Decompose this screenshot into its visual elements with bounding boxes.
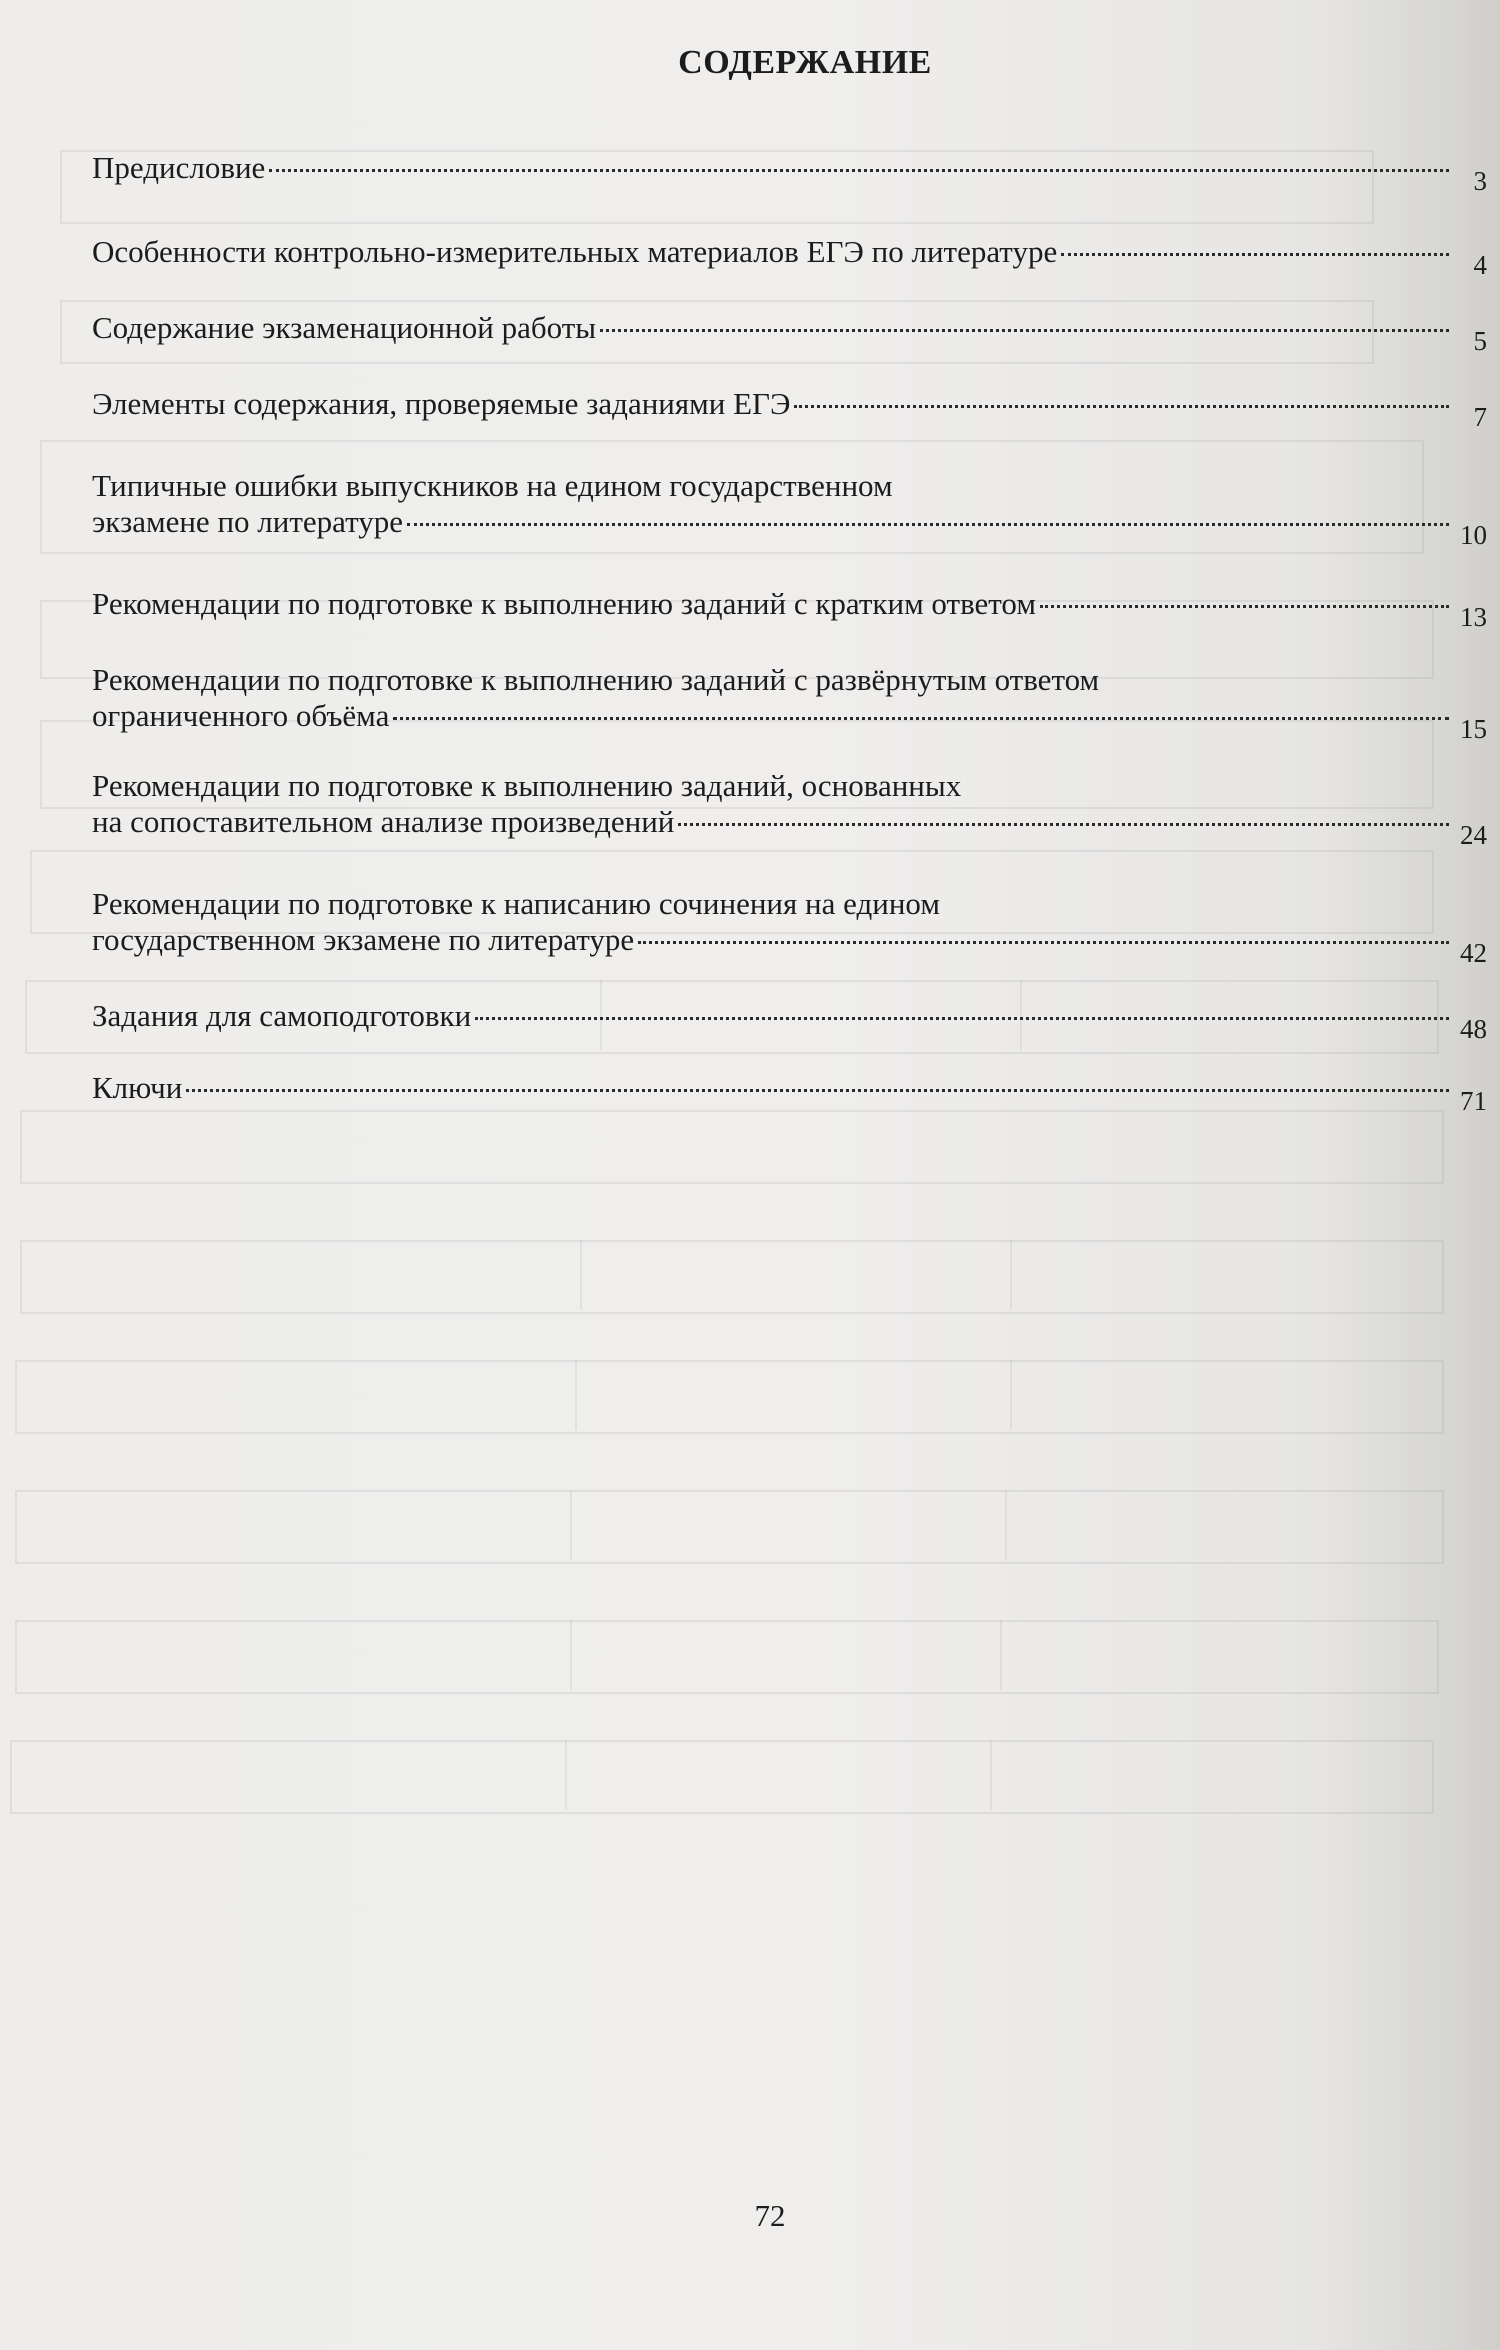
toc-entry xyxy=(92,234,1487,280)
toc-page-number: 3 xyxy=(1473,166,1487,196)
bleed-through-divider xyxy=(580,1240,582,1310)
toc-entry-title-line: ограниченного объёма xyxy=(92,698,390,733)
bleed-through-divider xyxy=(1010,1360,1012,1430)
toc-entry xyxy=(92,386,1487,432)
toc-entry-title-line: Рекомендации по подготовке к написанию сочинения на едином xyxy=(92,886,940,921)
bleed-through-table xyxy=(15,1490,1444,1564)
toc-title: СОДЕРЖАНИЕ xyxy=(678,44,932,81)
toc-entry xyxy=(92,662,1487,744)
bleed-through-divider xyxy=(575,1360,577,1430)
dot-leader xyxy=(678,823,1449,826)
toc-entry xyxy=(92,150,1487,196)
toc-entry-title: Ключи xyxy=(92,1070,183,1105)
dot-leader xyxy=(638,941,1449,944)
bleed-through-divider xyxy=(1005,1490,1007,1560)
bleed-through-divider xyxy=(565,1740,567,1810)
toc-entry-title-line: экзамене по литературе xyxy=(92,504,403,539)
toc-page-number: 10 xyxy=(1460,520,1487,550)
dot-leader xyxy=(600,329,1449,332)
dot-leader xyxy=(475,1017,1449,1020)
toc-entry xyxy=(92,1070,1487,1116)
toc-entry-title: Элементы содержания, проверяемые заданиями ЕГЭ xyxy=(92,386,791,421)
toc-entry xyxy=(92,886,1487,968)
toc-entry-title: Особенности контрольно-измерительных материалов ЕГЭ по литературе xyxy=(92,234,1058,269)
bleed-through-divider xyxy=(990,1740,992,1810)
dot-leader xyxy=(1040,605,1449,608)
bleed-through-table xyxy=(15,1360,1444,1434)
toc-entry-title: Предисловие xyxy=(92,150,266,185)
toc-entry-title-line: государственном экзамене по литературе xyxy=(92,922,635,957)
bleed-through-divider xyxy=(570,1620,572,1690)
bleed-through-table xyxy=(20,1240,1444,1314)
page-number: 72 xyxy=(754,2198,786,2233)
toc-entry xyxy=(92,310,1487,356)
dot-leader xyxy=(393,717,1449,720)
toc-page-number: 7 xyxy=(1473,402,1487,432)
toc-page-number: 48 xyxy=(1460,1014,1487,1044)
toc-entry xyxy=(92,586,1487,632)
toc-page-number: 24 xyxy=(1460,820,1487,850)
toc-entry-title-line: на сопоставительном анализе произведений xyxy=(92,804,675,839)
toc-entry-title-line: Типичные ошибки выпускников на едином государственном xyxy=(92,468,893,503)
toc-page-number: 4 xyxy=(1473,250,1487,280)
toc-entry-title-line: Рекомендации по подготовке к выполнению заданий, основанных xyxy=(92,768,962,803)
toc-page-number: 13 xyxy=(1460,602,1487,632)
dot-leader xyxy=(794,405,1449,408)
dot-leader xyxy=(407,523,1449,526)
toc-entry-title: Рекомендации по подготовке к выполнению заданий с кратким ответом xyxy=(92,586,1036,621)
toc-entry-title: Содержание экзаменационной работы xyxy=(92,310,597,345)
bleed-through-table xyxy=(20,1110,1444,1184)
toc-entry xyxy=(92,468,1487,550)
toc-page-number: 71 xyxy=(1460,1086,1487,1116)
toc-entry xyxy=(92,998,1487,1044)
dot-leader xyxy=(1061,253,1449,256)
toc-page-number: 42 xyxy=(1460,938,1487,968)
bleed-through-divider xyxy=(1010,1240,1012,1310)
toc-entry-title-line: Рекомендации по подготовке к выполнению заданий с развёрнутым ответом xyxy=(92,662,1100,697)
bleed-through-table xyxy=(10,1740,1434,1814)
toc-page-number: 15 xyxy=(1460,714,1487,744)
bleed-through-table xyxy=(15,1620,1439,1694)
bleed-through-divider xyxy=(570,1490,572,1560)
toc-entry-title: Задания для самоподготовки xyxy=(92,998,472,1033)
toc-entry xyxy=(92,768,1487,850)
dot-leader xyxy=(186,1089,1449,1092)
toc-page-number: 5 xyxy=(1473,326,1487,356)
bleed-through-divider xyxy=(1000,1620,1002,1690)
dot-leader xyxy=(269,169,1449,172)
